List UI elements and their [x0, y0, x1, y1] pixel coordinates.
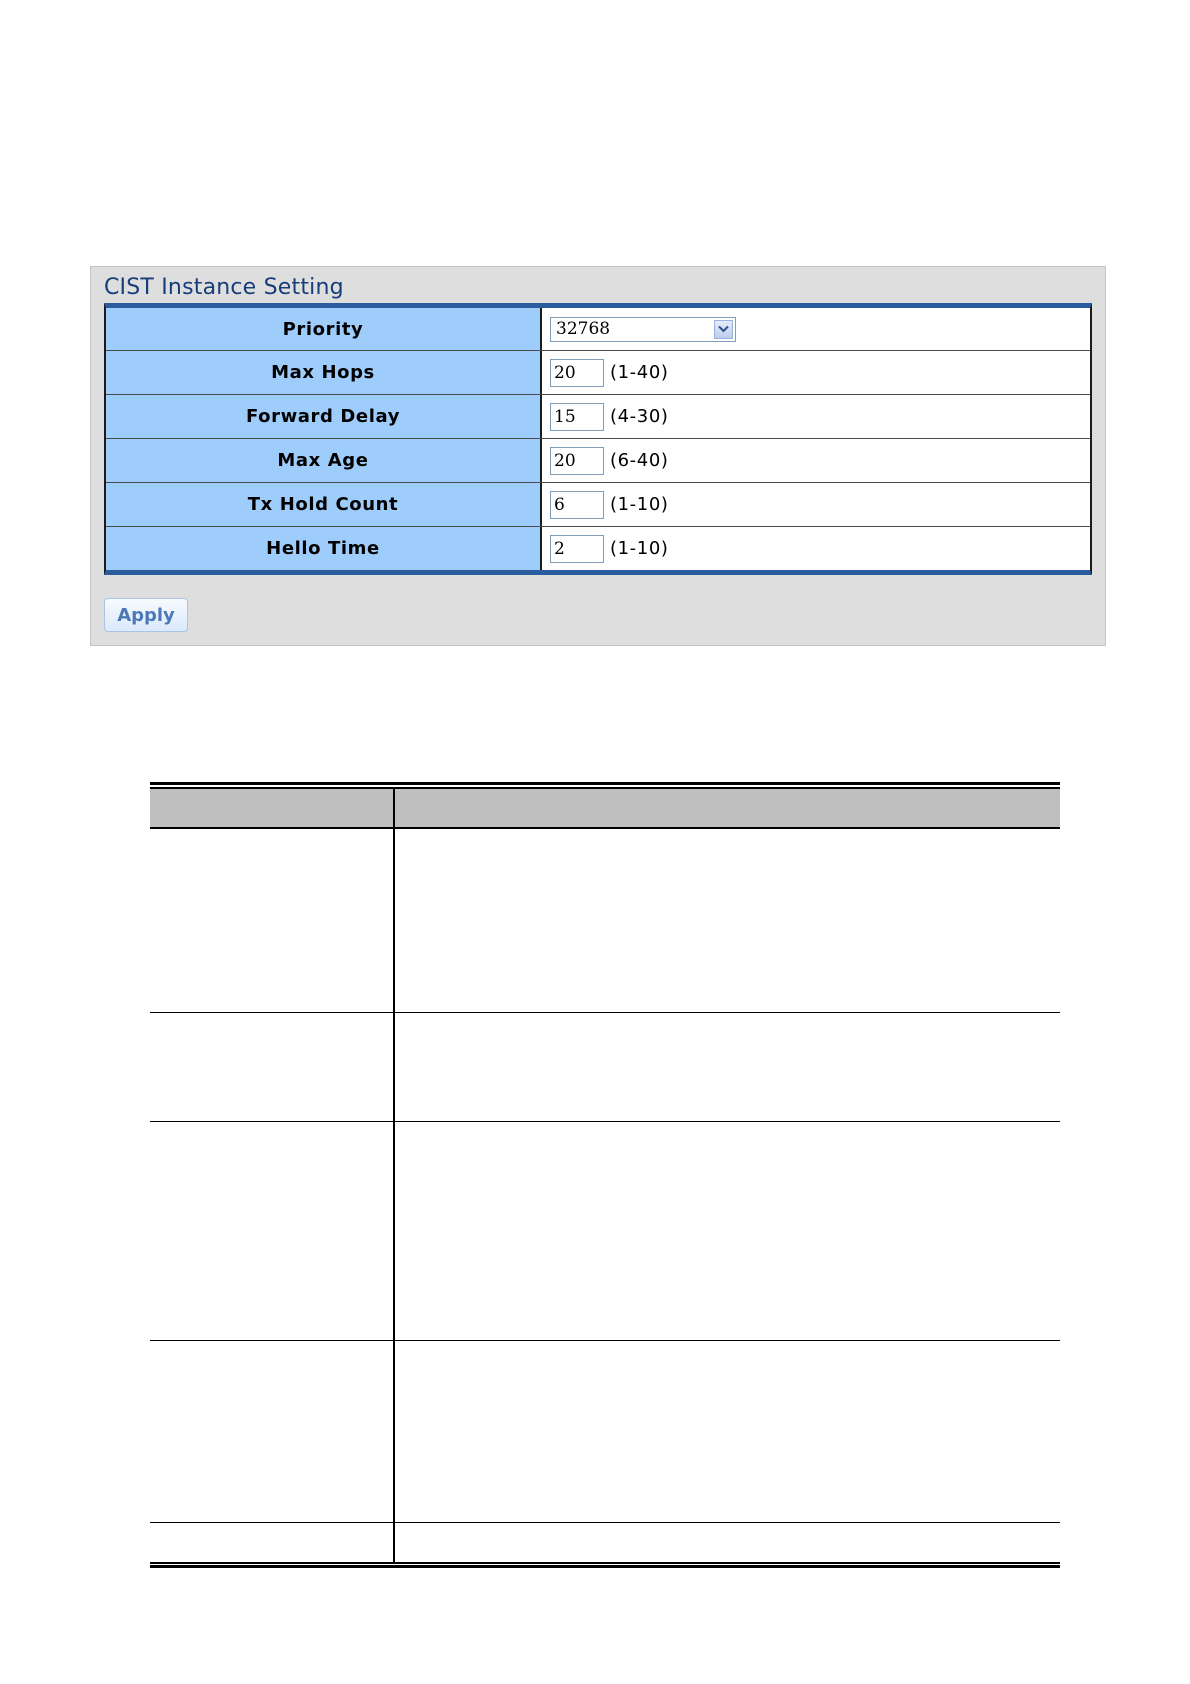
setting-row-forward-delay	[106, 394, 1090, 438]
max-hops-input[interactable]	[550, 359, 604, 387]
table-row	[150, 1013, 1060, 1121]
table-header	[150, 789, 1060, 828]
setting-value	[542, 395, 1090, 438]
priority-select-value: 32768	[556, 319, 611, 339]
table-row	[150, 1341, 1060, 1522]
setting-row-priority	[106, 308, 1090, 350]
table-row	[150, 1122, 1060, 1340]
table-bottom-rule-thin	[150, 1562, 1060, 1564]
table-row	[150, 1523, 1060, 1562]
hello-time-input[interactable]	[550, 535, 604, 563]
table-row	[150, 828, 1060, 1012]
setting-value	[542, 483, 1090, 526]
setting-value	[542, 351, 1090, 394]
setting-label: Priority	[106, 308, 542, 350]
description-table	[150, 782, 1060, 1568]
range-hint: (4-30)	[610, 406, 669, 427]
tx-hold-count-input[interactable]	[550, 491, 604, 519]
chevron-down-icon[interactable]	[714, 320, 733, 339]
setting-row-hello-time	[106, 526, 1090, 570]
setting-label: Max Age	[106, 439, 542, 482]
setting-label: Hello Time	[106, 527, 542, 570]
settings-table	[104, 303, 1092, 575]
setting-value	[542, 439, 1090, 482]
cist-instance-setting-panel	[90, 266, 1106, 646]
apply-button[interactable]: Apply	[104, 598, 188, 632]
setting-value	[542, 308, 1090, 350]
table-bottom-rule	[150, 1565, 1060, 1568]
range-hint: (1-10)	[610, 494, 669, 515]
forward-delay-input[interactable]	[550, 403, 604, 431]
table-top-rule	[150, 782, 1060, 785]
setting-row-max-hops	[106, 350, 1090, 394]
range-hint: (1-10)	[610, 538, 669, 559]
setting-label: Forward Delay	[106, 395, 542, 438]
priority-select[interactable]	[550, 317, 736, 342]
max-age-input[interactable]	[550, 447, 604, 475]
setting-label: Tx Hold Count	[106, 483, 542, 526]
range-hint: (6-40)	[610, 450, 669, 471]
setting-row-tx-hold-count	[106, 482, 1090, 526]
range-hint: (1-40)	[610, 362, 669, 383]
setting-row-max-age	[106, 438, 1090, 482]
setting-label: Max Hops	[106, 351, 542, 394]
panel-title: CIST Instance Setting	[104, 275, 344, 300]
setting-value	[542, 527, 1090, 570]
